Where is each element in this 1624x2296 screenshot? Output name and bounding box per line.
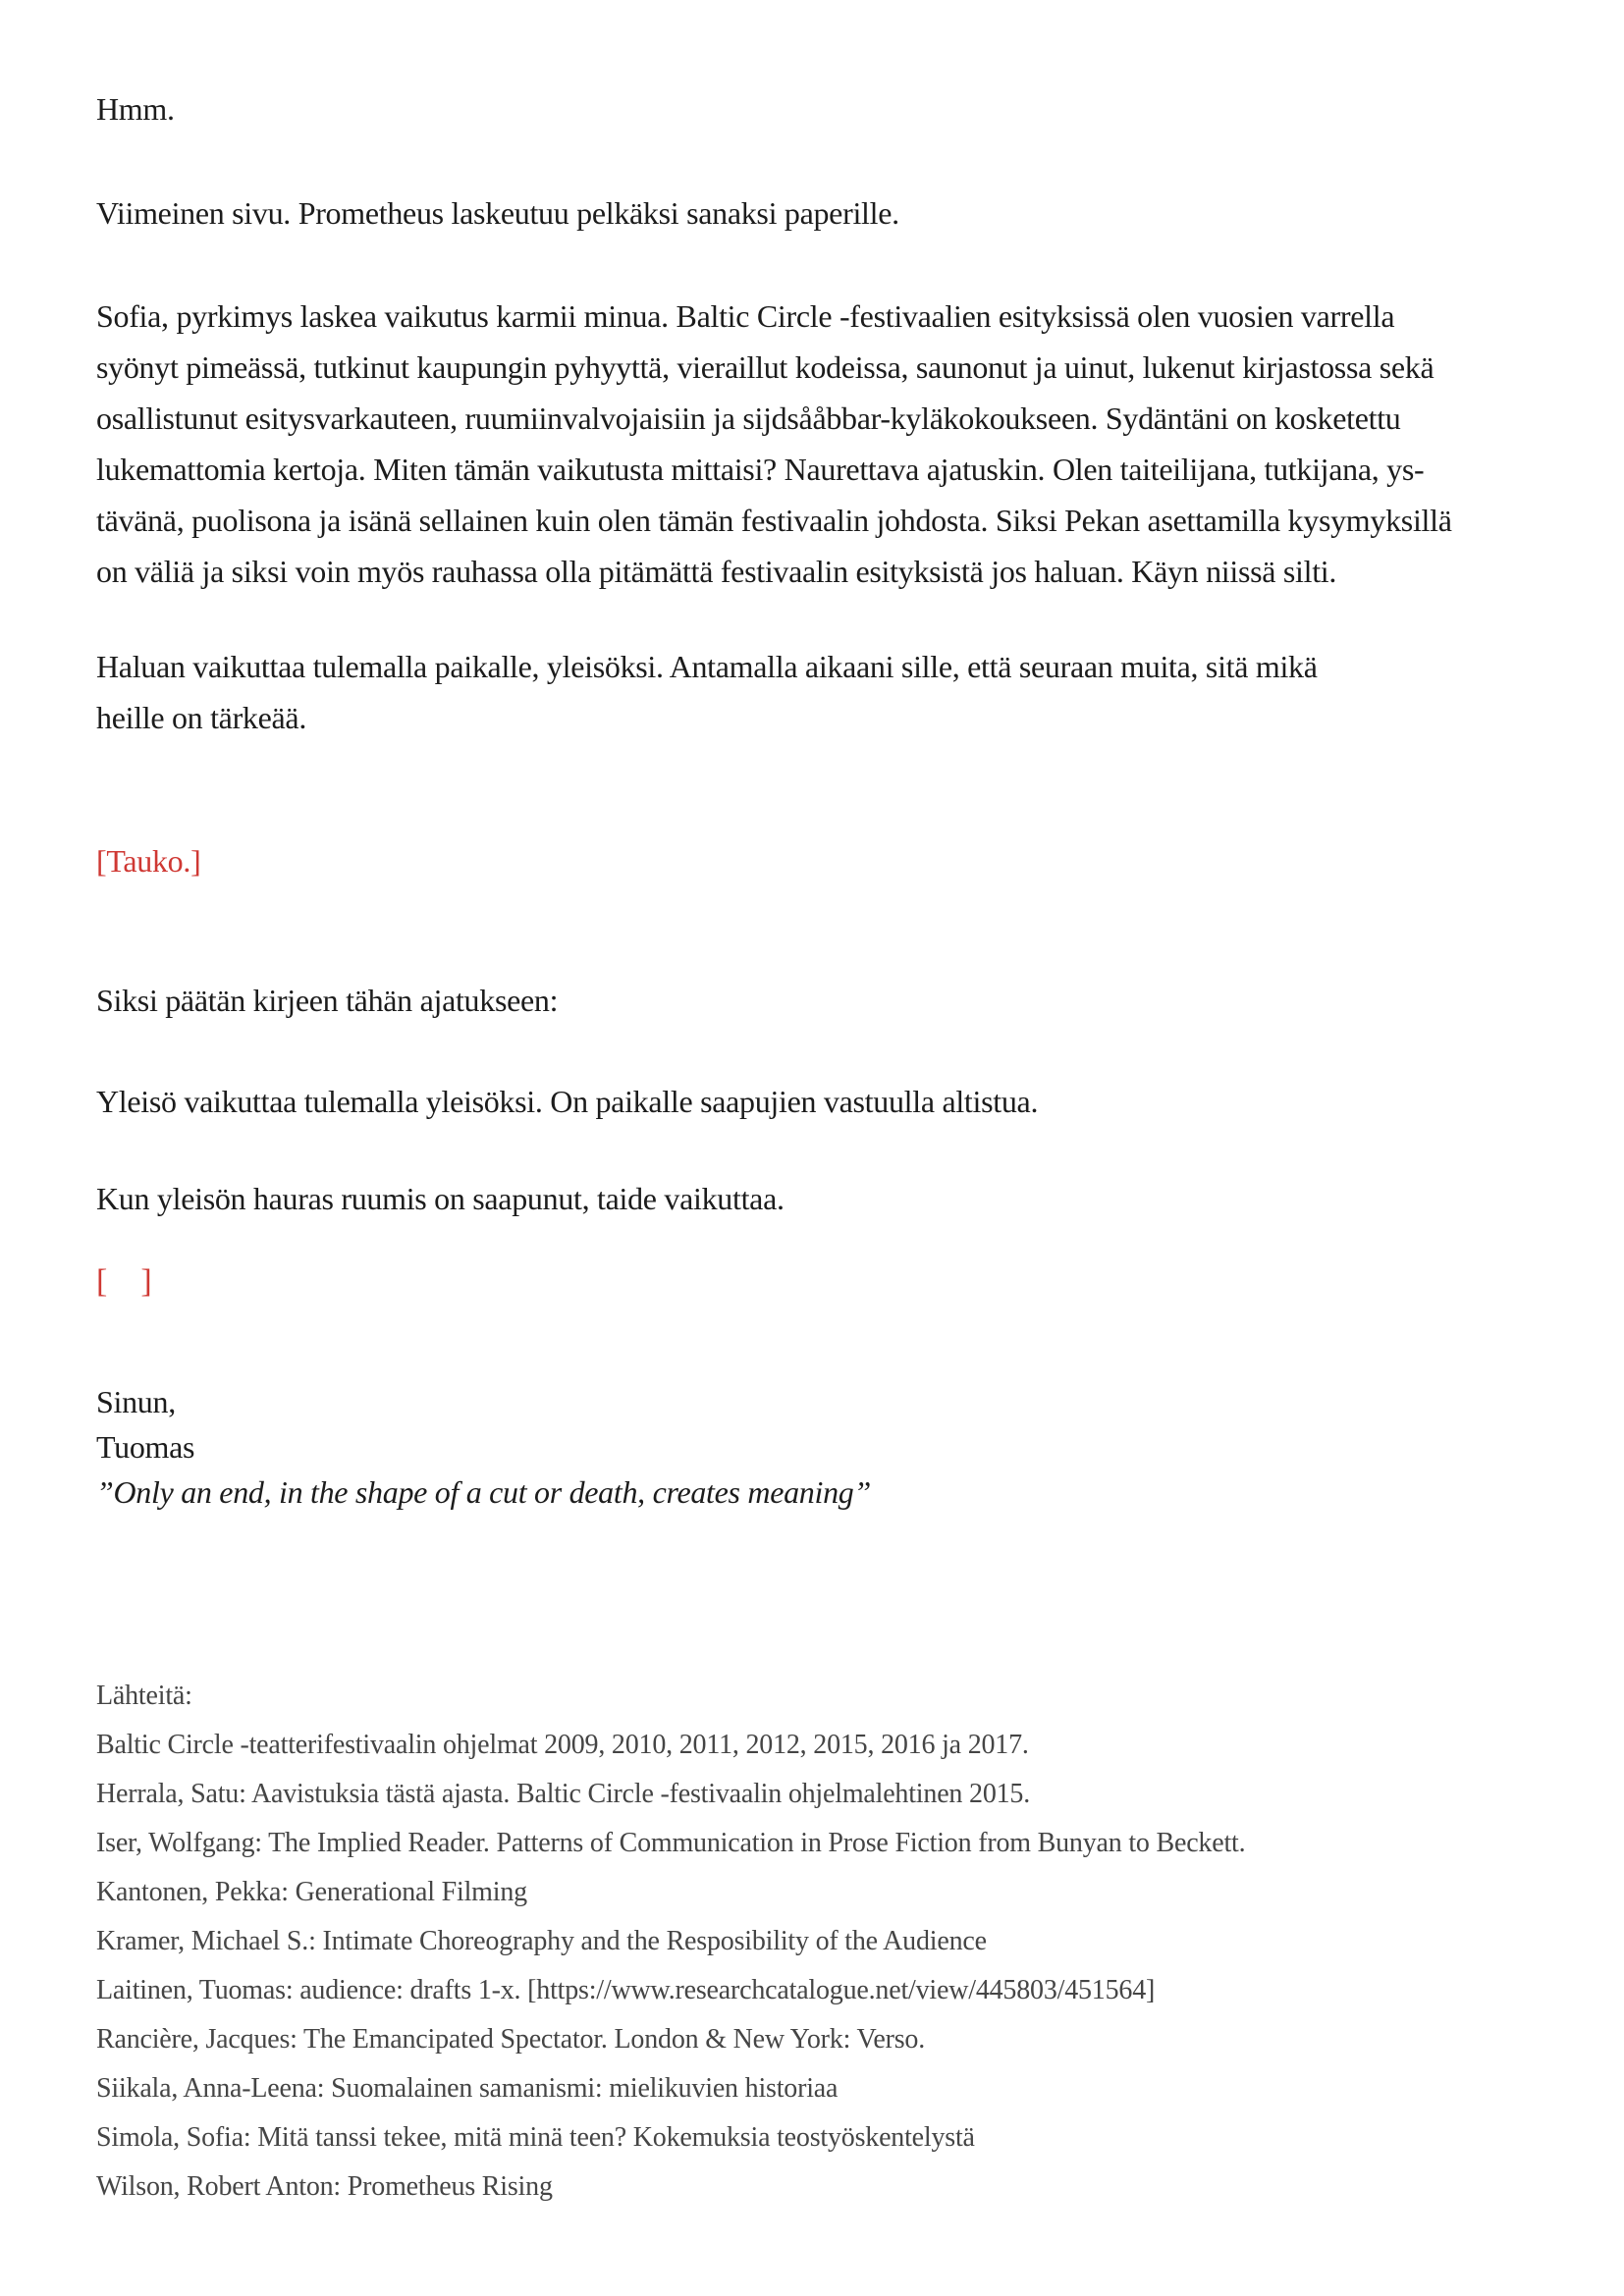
text-line: Wilson, Robert Anton: Prometheus Rising: [96, 2171, 553, 2202]
empty-brackets-pause: [96, 1259, 1549, 1305]
text-line: tävänä, puolisona ja isänä sellainen kuin olen tämän festivaalin johdosta. Siksi Pekan asettamilla kysymyksillä: [96, 503, 1452, 538]
open-bracket: [: [96, 1263, 108, 1300]
text-line: lukemattomia kertoja. Miten tämän vaikutusta mittaisi? Naurettava ajatuskin. Olen taiteilijana, tutkijana, ys-: [96, 452, 1425, 487]
text-line: heille on tärkeää.: [96, 700, 307, 735]
line-kun: Kun yleisön hauras ruumis on saapunut, taide vaikuttaa.: [96, 1181, 785, 1216]
text-line: syönyt pimeässä, tutkinut kaupungin pyhyyttä, vieraillut kodeissa, saunonut ja uinut, lukenut kirjastossa sekä: [96, 349, 1435, 385]
close-bracket: ]: [140, 1263, 152, 1300]
text-line: Haluan vaikuttaa tulemalla paikalle, yleisöksi. Antamalla aikaani sille, että seuraan muita, sitä mikä: [96, 649, 1318, 684]
closing-quote: ”Only an end, in the shape of a cut or death, creates meaning”: [96, 1474, 871, 1510]
text-line: Simola, Sofia: Mitä tanssi tekee, mitä minä teen? Kokemuksia teostyöskentelystä: [96, 2122, 975, 2153]
text-line: Baltic Circle -teatterifestivaalin ohjelmat 2009, 2010, 2011, 2012, 2015, 2016 ja 2017.: [96, 1730, 1029, 1760]
text-line: Siikala, Anna-Leena: Suomalainen samanismi: mielikuvien historiaa: [96, 2073, 839, 2104]
text-line: Sofia, pyrkimys laskea vaikutus karmii minua. Baltic Circle -festivaalien esityksissä olen vuosien varrella: [96, 298, 1395, 334]
text-line: Rancière, Jacques: The Emancipated Spectator. London & New York: Verso.: [96, 2024, 926, 2055]
signoff-sinun: Sinun,: [96, 1384, 176, 1419]
line-siksi: Siksi päätän kirjeen tähän ajatukseen:: [96, 983, 559, 1018]
text-line: Herrala, Satu: Aavistuksia tästä ajasta. Baltic Circle -festivaalin ohjelmalehtinen 2015.: [96, 1779, 1031, 1809]
signoff-tuomas: Tuomas: [96, 1429, 195, 1465]
references-heading: Lähteitä:: [96, 1681, 192, 1711]
text-line: Iser, Wolfgang: The Implied Reader. Patterns of Communication in Prose Fiction from Bunyan to Beckett.: [96, 1828, 1246, 1858]
text-line: osallistunut esitysvarkauteen, ruumiinvalvojaisiin ja sijdsååbbar-kyläkokoukseen. Sydäntäni on kosketettu: [96, 400, 1401, 436]
paragraph-haluan: [96, 641, 1549, 743]
line-yleiso: Yleisö vaikuttaa tulemalla yleisöksi. On paikalle saapujien vastuulla altistua.: [96, 1084, 1039, 1119]
opening-line: Hmm.: [96, 91, 175, 127]
text-line: Laitinen, Tuomas: audience: drafts 1-x. [https://www.researchcatalogue.net/view/445803/451564]: [96, 1975, 1156, 2005]
stage-direction-tauko: [Tauko.]: [96, 843, 201, 879]
text-line: Kramer, Michael S.: Intimate Choreography and the Resposibility of the Audience: [96, 1926, 987, 1956]
text-line: Kantonen, Pekka: Generational Filming: [96, 1877, 527, 1907]
references-list: [96, 1721, 1549, 2212]
text-line: on väliä ja siksi voin myös rauhassa olla pitämättä festivaalin esityksistä jos haluan. Käyn niissä silti.: [96, 554, 1337, 589]
paragraph-sofia: [96, 291, 1549, 597]
last-page-line: Viimeinen sivu. Prometheus laskeutuu pelkäksi sanaksi paperille.: [96, 195, 899, 231]
